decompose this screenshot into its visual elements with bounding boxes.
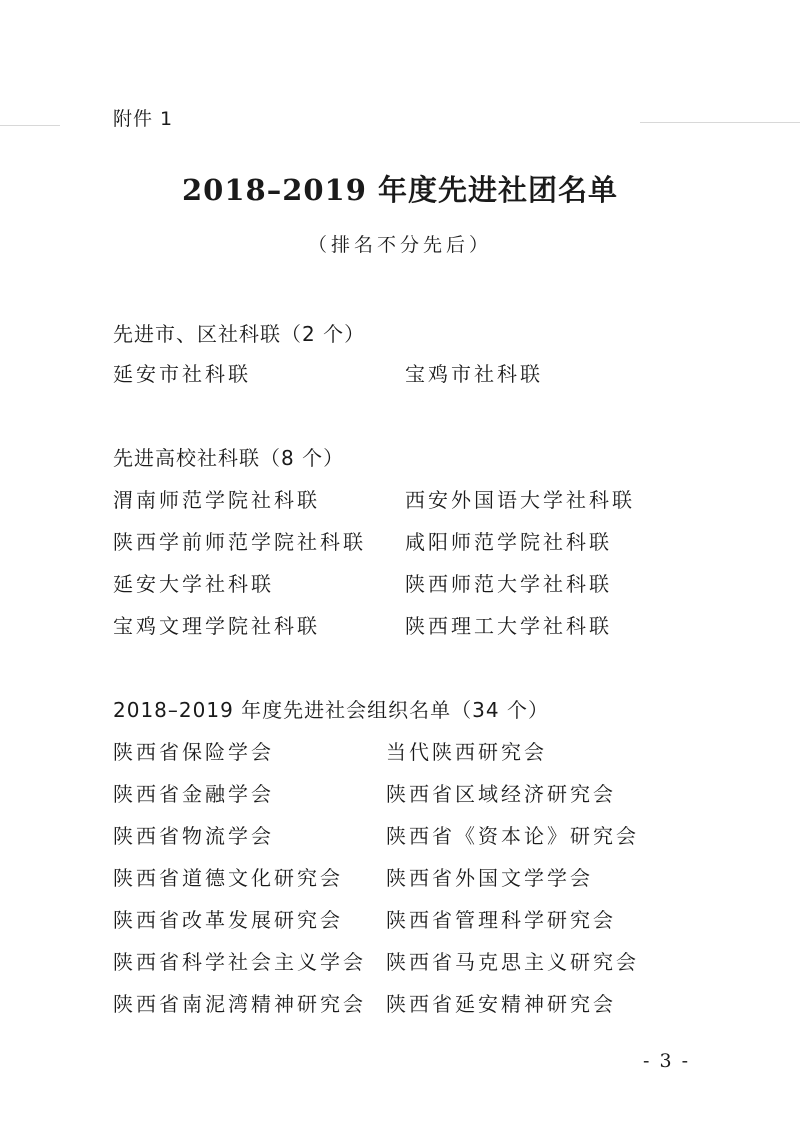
list-item: 陕西理工大学社科联 — [405, 614, 612, 638]
section-heading-university: 先进高校社科联（8 个） — [113, 446, 345, 470]
list-item: 渭南师范学院社科联 — [113, 488, 320, 512]
list-item: 宝鸡文理学院社科联 — [113, 614, 320, 638]
list-item: 咸阳师范学院社科联 — [405, 530, 612, 554]
list-item: 陕西省区域经济研究会 — [386, 782, 616, 806]
section-heading-city: 先进市、区社科联（2 个） — [113, 322, 366, 346]
list-item: 当代陕西研究会 — [386, 740, 547, 764]
list-item: 宝鸡市社科联 — [405, 362, 543, 386]
scan-line-right — [640, 122, 800, 123]
list-item: 陕西省金融学会 — [113, 782, 274, 806]
list-item: 陕西省管理科学研究会 — [386, 908, 616, 932]
page-title: 2018–2019 年度先进社团名单 — [181, 173, 619, 207]
list-item: 延安大学社科联 — [113, 572, 274, 596]
page-subtitle: （排名不分先后） — [307, 234, 492, 256]
list-item: 陕西省南泥湾精神研究会 — [113, 992, 366, 1016]
scan-line-left — [0, 125, 60, 126]
section-heading-organizations: 2018–2019 年度先进社会组织名单（34 个） — [113, 698, 549, 722]
list-item: 陕西学前师范学院社科联 — [113, 530, 366, 554]
list-item: 陕西师范大学社科联 — [405, 572, 612, 596]
list-item: 陕西省改革发展研究会 — [113, 908, 343, 932]
list-item: 陕西省物流学会 — [113, 824, 274, 848]
attachment-label: 附件 1 — [113, 108, 174, 130]
list-item: 陕西省《资本论》研究会 — [386, 824, 639, 848]
list-item: 陕西省科学社会主义学会 — [113, 950, 366, 974]
list-item: 陕西省外国文学学会 — [386, 866, 593, 890]
list-item: 陕西省道德文化研究会 — [113, 866, 343, 890]
list-item: 陕西省延安精神研究会 — [386, 992, 616, 1016]
list-item: 西安外国语大学社科联 — [405, 488, 635, 512]
page-number: - 3 - — [643, 1050, 691, 1072]
list-item: 陕西省保险学会 — [113, 740, 274, 764]
list-item: 延安市社科联 — [113, 362, 251, 386]
list-item: 陕西省马克思主义研究会 — [386, 950, 639, 974]
